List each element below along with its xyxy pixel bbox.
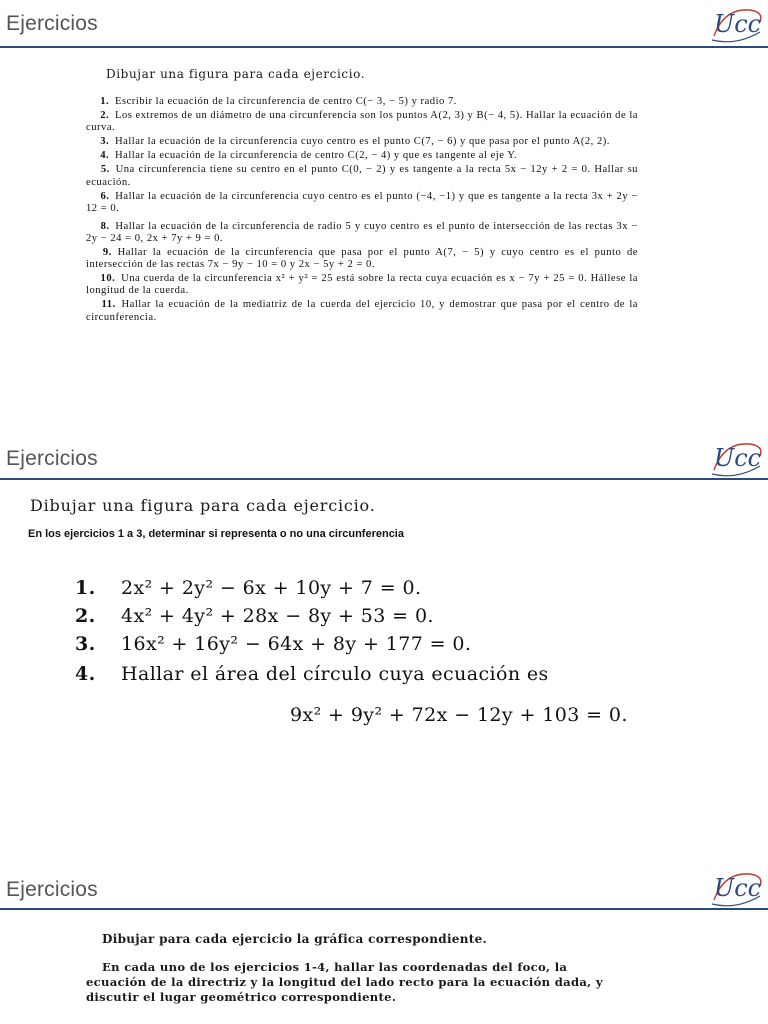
slide-title: Ejercicios xyxy=(6,12,98,35)
equation-item: 3. 16x² + 16y² − 64x + 8y + 177 = 0. xyxy=(75,633,472,655)
exercise-item: 1. Escribir la ecuación de la circunferencia de centro C(− 3, − 5) y radio 7. xyxy=(100,96,457,107)
slide-header xyxy=(0,862,768,902)
slide-header xyxy=(0,0,768,40)
equation-item: 1. 2x² + 2y² − 6x + 10y + 7 = 0. xyxy=(75,577,422,599)
exercise-list xyxy=(86,96,638,324)
paragraph: En cada uno de los ejercicios 1-4, hallar las coordenadas del foco, la ecuación de la directriz y la longitud del lado recto para la ecuación dada, y discutir el lugar geométrico correspondiente. xyxy=(86,960,603,1004)
slide-title: Ejercicios xyxy=(6,878,98,901)
instructions: Dibujar una figura para cada ejercicio. xyxy=(106,67,366,81)
slide-title: Ejercicios xyxy=(6,447,98,470)
ucc-logo xyxy=(706,2,766,46)
equation-area: 9x² + 9y² + 72x − 12y + 103 = 0. xyxy=(290,704,628,726)
header-rule xyxy=(0,46,768,48)
ucc-logo xyxy=(706,436,766,480)
exercise-item: 9. Hallar la ecuación de la circunferencia que pasa por el punto A(7, − 5) y cuyo centro es el punto de intersección de las rectas 7x − 9y − 10 = 0 y 2x − 5y + 2 = 0. xyxy=(86,247,638,271)
subtitle: En los ejercicios 1 a 3, determinar si representa o no una circunferencia xyxy=(28,528,404,540)
exercise-item: 4. Hallar la ecuación de la circunferencia de centro C(2, − 4) y que es tangente al eje Y. xyxy=(100,150,518,162)
exercise-item: 8. Hallar la ecuación de la circunferencia de radio 5 y cuyo centro es el punto de intersección de las rectas 3x − 2y − 24 = 0, 2x + 7y + 9 = 0. xyxy=(86,220,638,244)
slide-3 xyxy=(0,862,768,1024)
exercise-item: 5. Una circunferencia tiene su centro en el punto C(0, − 2) y es tangente a la recta 5x − 12y + 2 = 0. Hallar su ecuación. xyxy=(86,164,638,188)
logo-text: Ucc xyxy=(714,874,762,902)
exercise-item: 6. Hallar la ecuación de la circunferencia cuyo centro es el punto (−4, −1) y que es tangente a la recta 3x + 2y − 12 = 0. xyxy=(86,190,638,214)
logo-text: Ucc xyxy=(714,444,762,472)
equation-item: 4. Hallar el área del círculo cuya ecuación es xyxy=(75,663,549,685)
exercise-item: 11. Hallar la ecuación de la mediatriz de la cuerda del ejercicio 10, y demostrar que pasa por el centro de la circunferencia. xyxy=(86,299,638,323)
exercise-item: 10. Una cuerda de la circunferencia x² + y² = 25 está sobre la recta cuya ecuación es x − 7y + 25 = 0. Hállese la longitud de la cuerda. xyxy=(86,273,638,297)
slide-1 xyxy=(0,0,768,430)
ucc-logo xyxy=(706,866,766,910)
instructions: Dibujar para cada ejercicio la gráfica correspondiente. xyxy=(102,932,488,946)
slide-header xyxy=(0,430,768,470)
exercise-item: 3. Hallar la ecuación de la circunferencia cuyo centro es el punto C(7, − 6) y que pasa por el punto A(2, 2). xyxy=(100,136,610,148)
instructions: Dibujar una figura para cada ejercicio. xyxy=(30,496,376,515)
equation-item: 2. 4x² + 4y² + 28x − 8y + 53 = 0. xyxy=(75,605,434,627)
header-rule xyxy=(0,478,768,480)
header-rule xyxy=(0,908,768,910)
exercise-item: 2. Los extremos de un diámetro de una circunferencia son los puntos A(2, 3) y B(− 4, 5). Hallar la ecuación de la curva. xyxy=(86,110,638,134)
logo-text: Ucc xyxy=(714,10,762,38)
